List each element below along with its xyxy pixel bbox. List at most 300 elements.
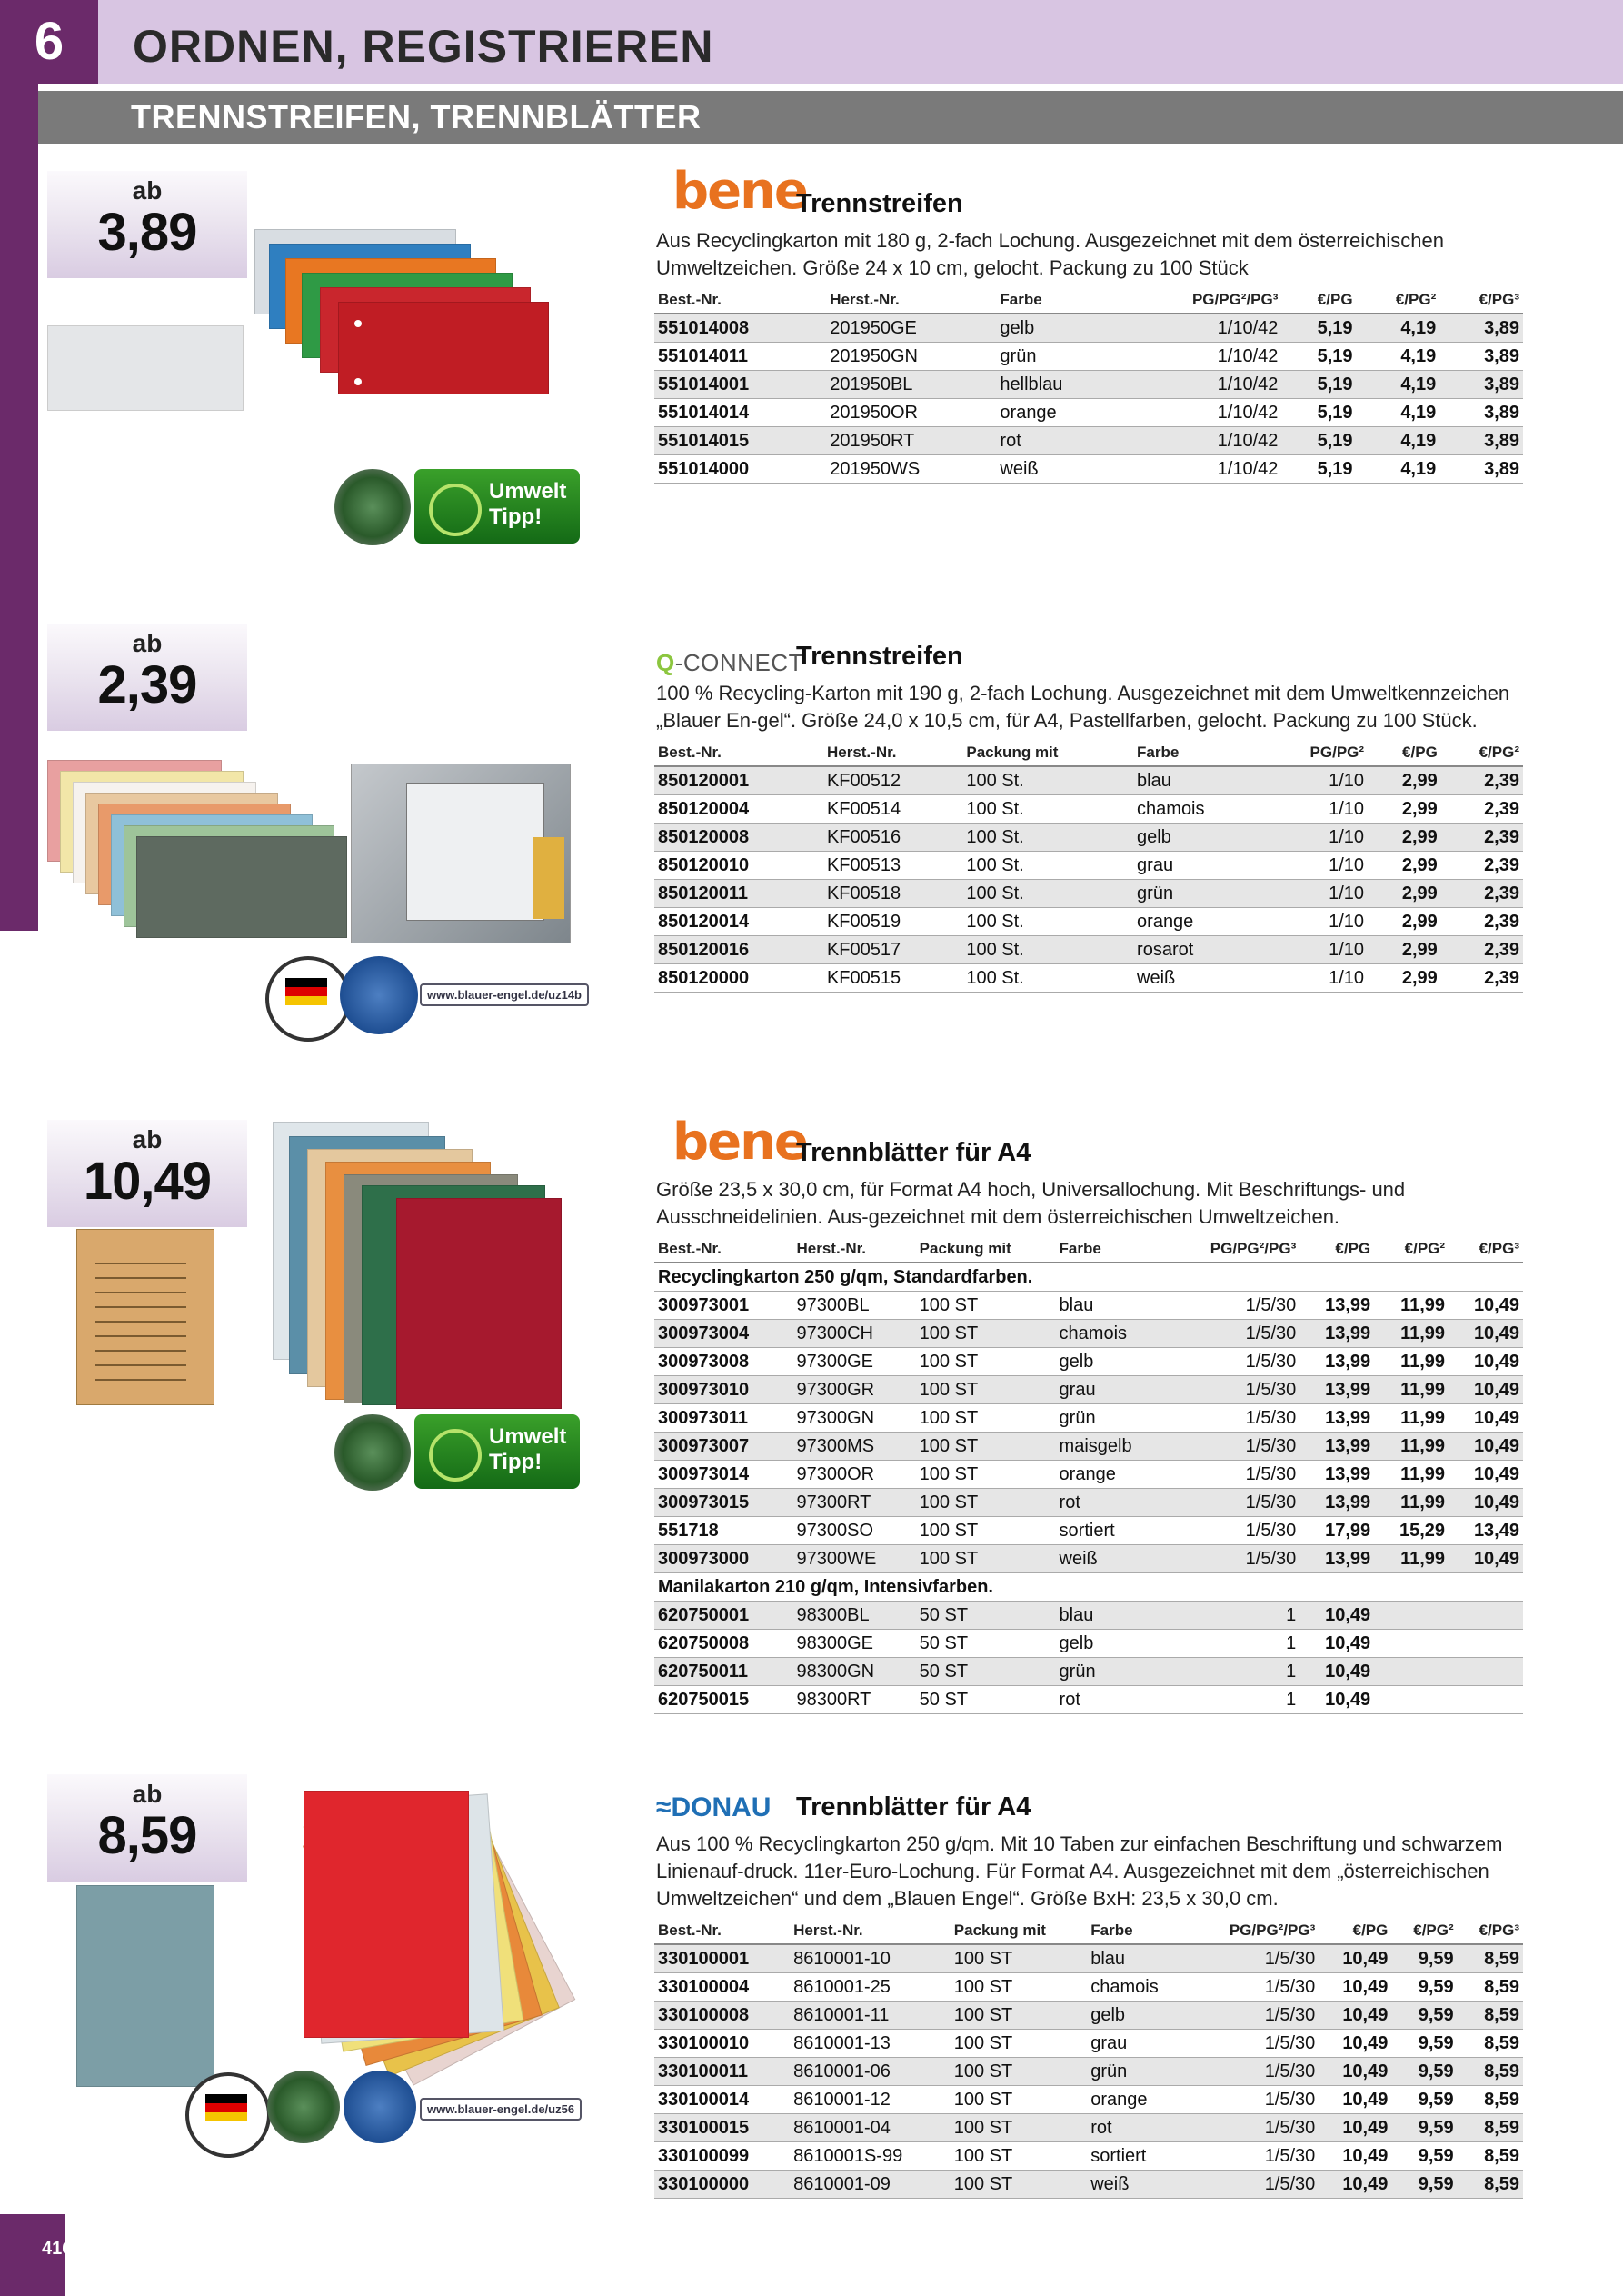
table-cell: 50 ST [916,1686,1056,1714]
table-cell: 17,99 [1299,1517,1374,1545]
product-title: Trennstreifen [796,642,963,671]
left-sidebar-bar [0,0,38,931]
column-header: Herst.-Nr. [823,740,962,766]
table-cell: 9,59 [1391,2058,1457,2086]
column-header: €/PG² [1374,1236,1449,1263]
table-cell: 13,99 [1299,1320,1374,1348]
brand-logo-bene: bene [672,162,807,221]
table-cell: 620750011 [654,1658,792,1686]
table-row [654,2086,1523,2114]
table-cell: KF00514 [823,795,962,824]
table-cell: 1/5/30 [1190,2030,1319,2058]
table-cell: 330100000 [654,2171,790,2199]
table-cell: KF00519 [823,908,962,936]
table-row [654,1944,1523,1973]
table-cell: orange [1056,1461,1169,1489]
table-cell: gelb [1056,1630,1169,1658]
table-cell: 850120001 [654,766,823,795]
table-row [654,1489,1523,1517]
table-cell: 9,59 [1391,2002,1457,2030]
table-cell: 100 St. [962,795,1133,824]
table-cell: KF00518 [823,880,962,908]
table-cell: 4,19 [1357,314,1440,343]
table-row [654,2114,1523,2142]
table-cell: 8,59 [1458,2142,1523,2171]
table-cell [1374,1630,1449,1658]
table-cell: 10,49 [1319,1973,1391,2002]
column-header: €/PG³ [1458,1918,1523,1944]
table-cell: weiß [1056,1545,1169,1573]
table-cell: 10,49 [1319,2114,1391,2142]
table-cell: 13,99 [1299,1376,1374,1404]
table-cell: 100 ST [951,2142,1087,2171]
table-cell: orange [1133,908,1262,936]
table-row [654,1292,1523,1320]
table-cell: grün [996,343,1119,371]
table-cell: 97300BL [792,1292,915,1320]
table-cell: 551014000 [654,455,826,484]
product-table [654,287,1523,484]
table-cell: 10,49 [1299,1630,1374,1658]
table-row [654,455,1523,484]
table-cell: 8,59 [1458,2171,1523,2199]
table-cell: 5,19 [1281,314,1356,343]
table-header-row [654,740,1523,766]
table-cell: 8610001-11 [790,2002,951,2030]
table-cell: 2,99 [1368,824,1441,852]
table-cell: 1/5/30 [1169,1545,1300,1573]
table-cell: 5,19 [1281,399,1356,427]
table-cell: 97300CH [792,1320,915,1348]
table-cell: 97300GE [792,1348,915,1376]
table-cell: 8610001-09 [790,2171,951,2199]
table-cell: 2,99 [1368,766,1441,795]
column-header: Farbe [996,287,1119,314]
table-cell: 8,59 [1458,2002,1523,2030]
table-cell: 98300RT [792,1686,915,1714]
table-cell: 300973000 [654,1545,792,1573]
table-cell: 4,19 [1357,343,1440,371]
table-row [654,2002,1523,2030]
column-header: €/PG³ [1439,287,1523,314]
product-image-pastel-strips [47,760,347,942]
table-cell: 1/5/30 [1169,1292,1300,1320]
product-image-binder [351,764,571,943]
product-table [654,1236,1523,1714]
table-cell: 98300BL [792,1602,915,1630]
table-cell: 5,19 [1281,427,1356,455]
price-value: 3,89 [97,203,197,262]
table-cell: 13,99 [1299,1461,1374,1489]
table-row [654,1433,1523,1461]
table-cell: 97300MS [792,1433,915,1461]
table-cell: 300973010 [654,1376,792,1404]
table-cell: 10,49 [1319,2030,1391,2058]
blauer-engel-icon [344,2071,416,2143]
table-cell: 10,49 [1319,1944,1391,1973]
table-cell [1374,1686,1449,1714]
table-cell: 4,19 [1357,399,1440,427]
table-cell: 100 St. [962,852,1133,880]
table-cell: grau [1056,1376,1169,1404]
product-title: Trennblätter für A4 [796,1792,1031,1822]
brand-q: Q [656,649,675,676]
table-cell: 2,39 [1441,824,1523,852]
table-cell: 551014015 [654,427,826,455]
product-image-white-strip [47,325,244,411]
column-header: Best.-Nr. [654,1236,792,1263]
column-header: PG/PG²/PG³ [1119,287,1281,314]
table-cell: 850120014 [654,908,823,936]
table-cell: 100 ST [916,1461,1056,1489]
table-cell: blau [1056,1292,1169,1320]
table-cell: 3,89 [1439,314,1523,343]
table-cell: 2,99 [1368,936,1441,964]
column-header: Packung mit [962,740,1133,766]
table-cell: chamois [1087,1973,1190,2002]
price-value: 8,59 [97,1806,197,1865]
table-cell: maisgelb [1056,1433,1169,1461]
column-header: Farbe [1087,1918,1190,1944]
table-cell: 11,99 [1374,1320,1449,1348]
table-cell: gelb [1133,824,1262,852]
table-cell: sortiert [1056,1517,1169,1545]
table-cell: 100 ST [916,1545,1056,1573]
table-header-row [654,1918,1523,1944]
product-description: 100 % Recycling-Karton mit 190 g, 2-fach Lochung. Ausgezeichnet mit dem Umweltkennzeichen „Blauer En-gel“. Größe 24,0 x 10,5 cm, für A4, Pastellfarben, gelocht. Packung zu 100 Stück. [656,682,1510,732]
tipp-label: Tipp! [489,504,543,529]
table-cell: 9,59 [1391,1973,1457,2002]
product-table [654,740,1523,993]
table-cell: gelb [1056,1348,1169,1376]
table-cell [1374,1602,1449,1630]
tipp-label: Tipp! [489,1450,543,1474]
table-cell: rot [996,427,1119,455]
table-cell: orange [1087,2086,1190,2114]
table-cell: 100 ST [951,2171,1087,2199]
table-cell: 330100001 [654,1944,790,1973]
column-header: Herst.-Nr. [790,1918,951,1944]
table-cell: 4,19 [1357,371,1440,399]
table-cell: 98300GE [792,1630,915,1658]
table-cell: 3,89 [1439,343,1523,371]
table-row [654,2030,1523,2058]
table-cell: 850120011 [654,880,823,908]
table-cell: KF00516 [823,824,962,852]
table-row [654,1461,1523,1489]
table-cell: 100 St. [962,908,1133,936]
table-cell: grau [1133,852,1262,880]
table-cell: 201950WS [826,455,996,484]
table-cell: 100 St. [962,880,1133,908]
column-header: €/PG [1299,1236,1374,1263]
table-cell: 9,59 [1391,2030,1457,2058]
column-header: Farbe [1133,740,1262,766]
table-cell: 100 St. [962,824,1133,852]
table-cell: 9,59 [1391,1944,1457,1973]
column-header: Best.-Nr. [654,287,826,314]
umwelt-label: Umwelt [489,479,567,504]
table-cell: 100 St. [962,936,1133,964]
table-cell: 11,99 [1374,1545,1449,1573]
column-header: PG/PG²/PG³ [1169,1236,1300,1263]
product-image-trennblaetter [273,1122,582,1398]
table-cell: 2,99 [1368,964,1441,993]
table-cell: grün [1087,2058,1190,2086]
product-description: Aus Recyclingkarton mit 180 g, 2-fach Lochung. Ausgezeichnet mit dem österreichischen Umweltzeichen. Größe 24 x 10 cm, gelocht. Packung zu 100 Stück [656,229,1445,279]
table-cell: 8,59 [1458,1973,1523,2002]
table-cell: 9,59 [1391,2114,1457,2142]
table-cell: 201950GN [826,343,996,371]
table-cell: 1/5/30 [1169,1404,1300,1433]
price-prefix: ab [132,1125,163,1153]
table-cell: 620750015 [654,1686,792,1714]
table-cell: 10,49 [1449,1376,1523,1404]
table-cell: 11,99 [1374,1461,1449,1489]
table-cell: 300973014 [654,1461,792,1489]
table-cell: 8610001-06 [790,2058,951,2086]
price-prefix: ab [132,629,163,657]
table-cell: 4,19 [1357,455,1440,484]
table-cell: 1 [1169,1602,1300,1630]
table-cell: rot [1056,1686,1169,1714]
brand-logo-qconnect [656,649,803,677]
table-cell: 10,49 [1449,1545,1523,1573]
table-cell: 300973008 [654,1348,792,1376]
table-cell: 8610001-04 [790,2114,951,2142]
table-row [654,1545,1523,1573]
table-cell: 850120010 [654,852,823,880]
table-cell: 10,49 [1449,1433,1523,1461]
table-cell: grün [1133,880,1262,908]
column-header: €/PG [1368,740,1441,766]
table-cell: 1/10 [1262,766,1368,795]
table-cell: 1/5/30 [1190,1944,1319,1973]
product-image-manila-sheet [76,1229,214,1405]
table-header-row [654,1236,1523,1263]
table-row [654,1320,1523,1348]
table-cell: KF00513 [823,852,962,880]
table-cell: 10,49 [1449,1292,1523,1320]
umweltzeichen-seal-icon [334,469,411,545]
table-cell: 551718 [654,1517,792,1545]
column-header: €/PG [1319,1918,1391,1944]
blauer-engel-link[interactable]: www.blauer-engel.de/uz14b [420,983,589,1006]
table-cell: 10,49 [1449,1320,1523,1348]
column-header: €/PG³ [1449,1236,1523,1263]
table-cell: 8,59 [1458,2114,1523,2142]
column-header: Packung mit [916,1236,1056,1263]
table-cell: KF00517 [823,936,962,964]
price-box [47,624,247,731]
table-cell: 10,49 [1299,1686,1374,1714]
price-prefix: ab [132,176,163,205]
table-cell: 15,29 [1374,1517,1449,1545]
table-row [654,371,1523,399]
table-cell: 97300GR [792,1376,915,1404]
table-cell: 13,99 [1299,1404,1374,1433]
table-cell: 1/10/42 [1119,371,1281,399]
table-cell: 1/10 [1262,852,1368,880]
table-cell: 201950OR [826,399,996,427]
table-cell: 13,99 [1299,1433,1374,1461]
brand-logo-bene: bene [672,1113,807,1172]
table-cell: 5,19 [1281,371,1356,399]
page-title: ORDNEN, REGISTRIEREN [133,21,714,72]
price-prefix: ab [132,1780,163,1808]
table-cell: 2,39 [1441,964,1523,993]
table-cell: 13,99 [1299,1489,1374,1517]
table-cell: 100 ST [951,2030,1087,2058]
table-cell: 100 ST [916,1489,1056,1517]
table-cell: 1/5/30 [1190,2171,1319,2199]
table-cell: 10,49 [1449,1404,1523,1433]
table-cell: 100 ST [916,1404,1056,1433]
table-cell: 2,39 [1441,795,1523,824]
table-cell: 1/10 [1262,936,1368,964]
table-cell: 3,89 [1439,399,1523,427]
section-title: TRENNSTREIFEN, TRENNBLÄTTER [131,98,702,135]
table-cell: 1/10/42 [1119,455,1281,484]
table-cell [1449,1602,1523,1630]
table-cell: 1/5/30 [1169,1489,1300,1517]
table-group-header [654,1263,1523,1292]
column-header: €/PG² [1441,740,1523,766]
table-row [654,2142,1523,2171]
table-cell: hellblau [996,371,1119,399]
table-cell: 100 ST [916,1517,1056,1545]
table-cell: 100 ST [916,1320,1056,1348]
table-cell: 1/5/30 [1169,1461,1300,1489]
table-cell: 1/10 [1262,824,1368,852]
table-row [654,1602,1523,1630]
umwelt-label: Umwelt [489,1424,567,1449]
table-row [654,1517,1523,1545]
brand-connect: -CONNECT [674,649,803,676]
table-cell: 330100014 [654,2086,790,2114]
table-cell: 1/5/30 [1190,2142,1319,2171]
table-cell: 300973007 [654,1433,792,1461]
table-cell: 100 ST [951,2086,1087,2114]
product-description: Größe 23,5 x 30,0 cm, für Format A4 hoch, Universallochung. Mit Beschriftungs- und Ausschneidelinien. Aus-gezeichnet mit dem österreichischen Umweltzeichen. [656,1178,1406,1228]
table-cell: 300973015 [654,1489,792,1517]
table-row [654,936,1523,964]
table-cell: 1/5/30 [1190,2002,1319,2030]
table-cell: 330100011 [654,2058,790,2086]
table-cell: 1/10 [1262,964,1368,993]
table-cell: 1/10/42 [1119,427,1281,455]
table-cell [1449,1686,1523,1714]
table-row [654,1348,1523,1376]
table-cell: 201950RT [826,427,996,455]
table-cell: blau [1087,1944,1190,1973]
table-cell: 11,99 [1374,1404,1449,1433]
umweltzeichen-seal-icon [267,2071,340,2143]
table-cell: 3,89 [1439,455,1523,484]
table-cell: 300973001 [654,1292,792,1320]
column-header: PG/PG² [1262,740,1368,766]
table-row [654,1658,1523,1686]
table-cell: 330100004 [654,1973,790,2002]
table-cell: gelb [1087,2002,1190,2030]
table-cell: 1/5/30 [1169,1376,1300,1404]
table-row [654,1376,1523,1404]
table-cell: 620750001 [654,1602,792,1630]
page-number: 416 [42,2239,73,2259]
product-title: Trennblätter für A4 [796,1138,1031,1167]
table-cell: 10,49 [1319,2171,1391,2199]
product-image-donau-sheets [76,1772,558,2081]
table-cell: KF00515 [823,964,962,993]
table-row [654,1404,1523,1433]
price-value: 10,49 [83,1152,212,1211]
table-row [654,343,1523,371]
table-cell: grau [1087,2030,1190,2058]
table-row [654,399,1523,427]
table-cell: 100 St. [962,766,1133,795]
table-cell: 11,99 [1374,1376,1449,1404]
price-box [47,171,247,278]
table-header-row [654,287,1523,314]
table-cell: 9,59 [1391,2171,1457,2199]
product-table [654,1918,1523,2199]
table-cell: 13,99 [1299,1545,1374,1573]
table-cell: 97300WE [792,1545,915,1573]
table-cell: 100 ST [916,1348,1056,1376]
table-cell: weiß [1133,964,1262,993]
product-description: Aus 100 % Recyclingkarton 250 g/qm. Mit 10 Taben zur einfachen Beschriftung und schwarzem Linienauf-druck. 11er-Euro-Lochung. Für Format A4. Ausgezeichnet mit dem „österreichischen Umweltzeichen“ und dem „Blauen Engel“. Größe BxH: 23,5 x 30,0 cm. [656,1832,1503,1910]
table-cell: KF00512 [823,766,962,795]
umwelt-tipp-badge [414,1414,580,1489]
table-cell: 1/10/42 [1119,314,1281,343]
table-cell: 2,99 [1368,880,1441,908]
table-cell: 201950BL [826,371,996,399]
table-group-header [654,1573,1523,1602]
table-row [654,314,1523,343]
table-row [654,880,1523,908]
table-cell: 8610001-12 [790,2086,951,2114]
blauer-engel-link[interactable]: www.blauer-engel.de/uz56 [420,2098,582,2121]
table-cell: 9,59 [1391,2086,1457,2114]
table-cell: 1/5/30 [1169,1517,1300,1545]
product-image-trennstreifen [254,229,582,411]
table-cell: 8610001-10 [790,1944,951,1973]
brand-logo-donau: ≈DONAU [656,1792,772,1822]
table-cell: 1/5/30 [1190,1973,1319,2002]
table-cell: 8,59 [1458,2086,1523,2114]
table-cell: 11,99 [1374,1292,1449,1320]
table-cell: 2,99 [1368,795,1441,824]
table-cell: 97300SO [792,1517,915,1545]
table-cell: 8610001S-99 [790,2142,951,2171]
column-header: €/PG² [1357,287,1440,314]
table-cell: 8,59 [1458,1944,1523,1973]
table-cell: 97300OR [792,1461,915,1489]
table-cell: 620750008 [654,1630,792,1658]
table-cell: 97300RT [792,1489,915,1517]
column-header: Best.-Nr. [654,1918,790,1944]
table-cell: 50 ST [916,1630,1056,1658]
table-cell: 2,39 [1441,852,1523,880]
umwelt-tipp-badge [414,469,580,544]
table-cell: 1/5/30 [1190,2086,1319,2114]
table-row [654,1686,1523,1714]
column-header: Farbe [1056,1236,1169,1263]
table-cell: rot [1056,1489,1169,1517]
table-cell: 330100010 [654,2030,790,2058]
table-cell: 10,49 [1319,2086,1391,2114]
table-cell: grün [1056,1404,1169,1433]
